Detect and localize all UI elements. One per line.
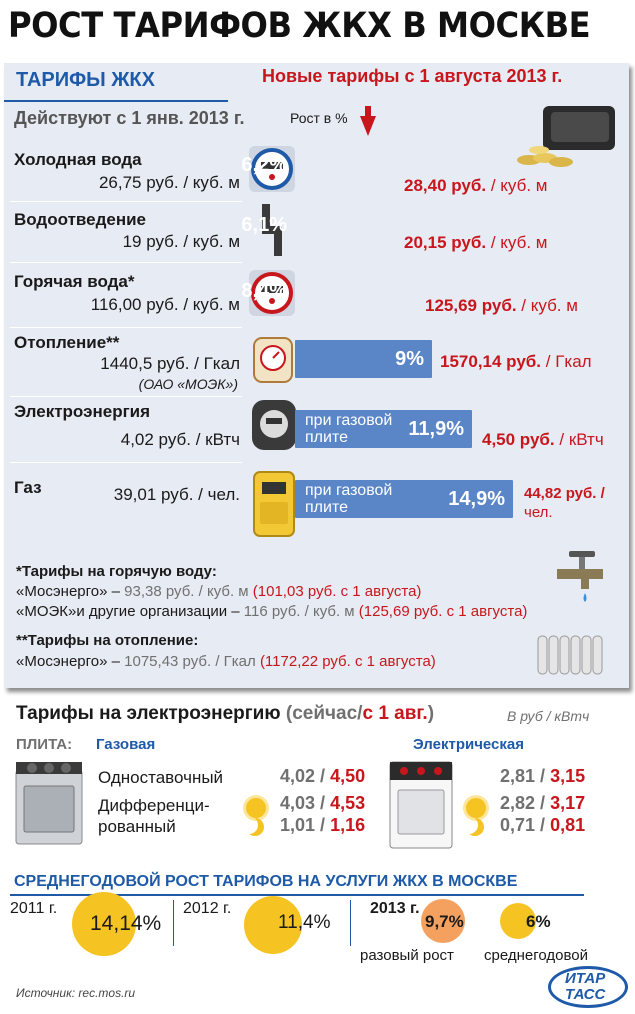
row-hot-water-new-amount: 125,69 руб. <box>425 296 517 315</box>
row-heating-name: Отопление** <box>14 333 120 352</box>
row-cold-water-new-unit: / куб. м <box>490 176 548 195</box>
hot-water-footnote-title: *Тарифы на горячую воду: <box>16 563 217 580</box>
value-2013-average: 6% <box>526 912 551 931</box>
row-hot-water-growth: 8,4% <box>241 280 287 302</box>
year-2012: 2012 г. <box>183 900 232 917</box>
radiator-icon <box>536 632 610 676</box>
rate-new: 0,81 <box>550 815 586 835</box>
row-gas-bar-note-1: при газовой <box>305 482 393 499</box>
row-cold-water-new <box>404 176 547 196</box>
row-cold-water-name: Холодная вода <box>14 150 142 169</box>
single-rate-label: Одноставочный <box>98 768 224 787</box>
heat-meter-icon <box>250 330 296 390</box>
caption-one-time: разовый рост <box>360 947 454 964</box>
row-heating-note: (ОАО «МОЭК») <box>138 376 238 392</box>
current-heading: Действуют с 1 янв. 2013 г. <box>14 108 245 128</box>
row-divider <box>10 327 242 328</box>
row-hot-water-new <box>425 296 578 316</box>
row-drainage-growth: 6,1% <box>241 214 287 236</box>
row-divider <box>10 262 242 263</box>
rate-now: 0,71 / <box>500 815 546 835</box>
heating-footnote-1 <box>16 653 436 670</box>
itar-tass-logo <box>548 966 628 1008</box>
caption-average: среднегодовой <box>484 947 589 964</box>
row-drainage-name: Водоотведение <box>14 210 146 229</box>
electric-single-rate <box>500 766 585 787</box>
gas-meter-icon <box>252 466 296 542</box>
row-electricity-new-amount: 4,50 руб. <box>482 430 555 449</box>
stove-label: ПЛИТА: <box>16 736 73 753</box>
row-hot-water-new-unit: / куб. м <box>521 296 578 315</box>
average-heading: СРЕДНЕГОДОВОЙ РОСТ ТАРИФОВ НА УСЛУГИ ЖКХ В МОСКВЕ <box>14 873 518 890</box>
row-electricity-bar <box>295 410 472 448</box>
value-2012: 11,4% <box>278 912 331 933</box>
row-heating-current: 1440,5 руб. / Гкал <box>100 354 240 373</box>
row-divider <box>10 396 242 397</box>
row-heating-new-unit: / Гкал <box>545 352 592 371</box>
gas-single-rate <box>280 766 365 787</box>
fn-price: 1075,43 руб. / Гкал <box>124 653 256 670</box>
row-gas-growth: 14,9% <box>448 488 505 510</box>
row-electricity-bar-note-1: при газовой <box>305 412 393 429</box>
row-gas-new-amount: 44,82 руб. / <box>524 485 605 502</box>
wallet-coins-icon <box>515 100 620 172</box>
electricity-heading-new: с 1 авг. <box>362 703 428 724</box>
rate-new: 4,53 <box>330 793 366 813</box>
row-electricity-name: Электроэнергия <box>14 402 151 421</box>
rate-now: 4,02 / <box>280 766 326 786</box>
new-tariffs-heading: Новые тарифы с 1 августа 2013 г. <box>262 66 563 86</box>
electric-meter-icon <box>250 398 298 454</box>
row-electricity-new <box>482 430 604 450</box>
electricity-heading-close: ) <box>427 703 435 724</box>
divider <box>173 900 174 946</box>
rate-new: 1,16 <box>330 815 366 835</box>
row-drainage-current: 19 руб. / куб. м <box>122 232 240 251</box>
gas-night-rate <box>280 815 365 836</box>
fn-price: 116 руб. / куб. м <box>243 603 355 620</box>
electricity-heading-now: (сейчас/ <box>285 703 363 724</box>
fn-company: «Мосэнерго» – <box>16 583 120 600</box>
logo-line-1: ИТАР <box>565 970 606 987</box>
row-divider <box>10 201 242 202</box>
red-arrow-icon <box>360 106 376 136</box>
tab-underline <box>4 100 228 102</box>
row-heating-bar <box>295 340 432 378</box>
year-2013: 2013 г. <box>370 900 420 917</box>
diff-rate-label-2: рованный <box>98 817 176 836</box>
sun-icon <box>246 798 266 818</box>
gas-day-rate <box>280 793 365 814</box>
fn-new-price: (1172,22 руб. с 1 августа) <box>259 653 436 670</box>
hot-water-footnote-2 <box>16 603 527 620</box>
row-heating-growth: 9% <box>395 348 424 370</box>
row-cold-water-current: 26,75 руб. / куб. м <box>98 173 240 192</box>
rate-now: 4,03 / <box>280 793 326 813</box>
tab-label: ТАРИФЫ ЖКХ <box>16 69 155 91</box>
value-2013-one-time: 9,7% <box>425 912 464 931</box>
heating-footnote-title: **Тарифы на отопление: <box>16 632 199 649</box>
row-drainage-new-unit: / куб. м <box>490 233 548 252</box>
electricity-heading-text: Тарифы на электроэнергию <box>16 703 281 724</box>
electric-stove-icon <box>388 756 454 850</box>
year-2011: 2011 г. <box>10 900 58 917</box>
sun-icon <box>466 798 486 818</box>
rate-now: 2,82 / <box>500 793 546 813</box>
electric-stove-label: Электрическая <box>413 736 525 753</box>
logo-line-2: ТАСС <box>565 986 606 1003</box>
value-2011: 14,14% <box>90 912 162 935</box>
electricity-unit: В руб / кВтч <box>507 708 590 724</box>
gas-stove-icon <box>14 756 84 846</box>
row-drainage-new-amount: 20,15 руб. <box>404 233 487 252</box>
diff-rate-label <box>98 795 210 837</box>
rate-new: 3,15 <box>550 766 586 786</box>
fn-new-price: (101,03 руб. с 1 августа) <box>252 583 422 600</box>
diff-rate-label-1: Дифференци- <box>98 796 210 815</box>
row-divider <box>10 462 242 463</box>
fn-company: «МОЭК»и другие организации – <box>16 603 240 620</box>
faucet-icon <box>555 545 610 603</box>
row-electricity-current: 4,02 руб. / кВтч <box>120 430 240 449</box>
row-hot-water-current: 116,00 руб. / куб. м <box>90 295 240 314</box>
row-heating-new-amount: 1570,14 руб. <box>440 352 542 371</box>
page-title: РОСТ ТАРИФОВ ЖКХ В МОСКВЕ <box>8 6 591 46</box>
hot-water-footnote-1 <box>16 583 421 600</box>
rate-new: 4,50 <box>330 766 366 786</box>
rate-now: 2,81 / <box>500 766 546 786</box>
electric-night-rate <box>500 815 585 836</box>
divider <box>350 900 351 946</box>
rate-new: 3,17 <box>550 793 586 813</box>
row-electricity-growth: 11,9% <box>408 418 464 440</box>
row-cold-water-new-amount: 28,40 руб. <box>404 176 487 195</box>
row-cold-water-growth: 6,2% <box>241 154 287 176</box>
row-electricity-new-unit: / кВтч <box>559 430 604 449</box>
row-heating-new <box>440 352 592 372</box>
electricity-heading <box>16 703 434 725</box>
row-gas-new-unit: чел. <box>524 504 553 521</box>
row-gas-name: Газ <box>14 478 42 497</box>
source-note: Источник: rec.mos.ru <box>16 986 136 1000</box>
fn-price: 93,38 руб. / куб. м <box>124 583 249 600</box>
fn-company: «Мосэнерго» – <box>16 653 120 670</box>
row-gas-current: 39,01 руб. / чел. <box>113 485 240 504</box>
electric-day-rate <box>500 793 585 814</box>
row-hot-water-name: Горячая вода* <box>14 272 135 291</box>
row-drainage-new <box>404 233 547 253</box>
gas-stove-label: Газовая <box>96 736 156 753</box>
rate-now: 1,01 / <box>280 815 326 835</box>
row-gas-bar <box>295 480 513 518</box>
moon-icon <box>246 818 264 836</box>
row-gas-new <box>524 484 605 522</box>
growth-label: Рост в % <box>290 110 348 126</box>
row-electricity-bar-note-2: плите <box>305 429 348 446</box>
row-gas-bar-note-2: плите <box>305 499 348 516</box>
moon-icon <box>466 818 484 836</box>
fn-new-price: (125,69 руб. с 1 августа) <box>358 603 528 620</box>
